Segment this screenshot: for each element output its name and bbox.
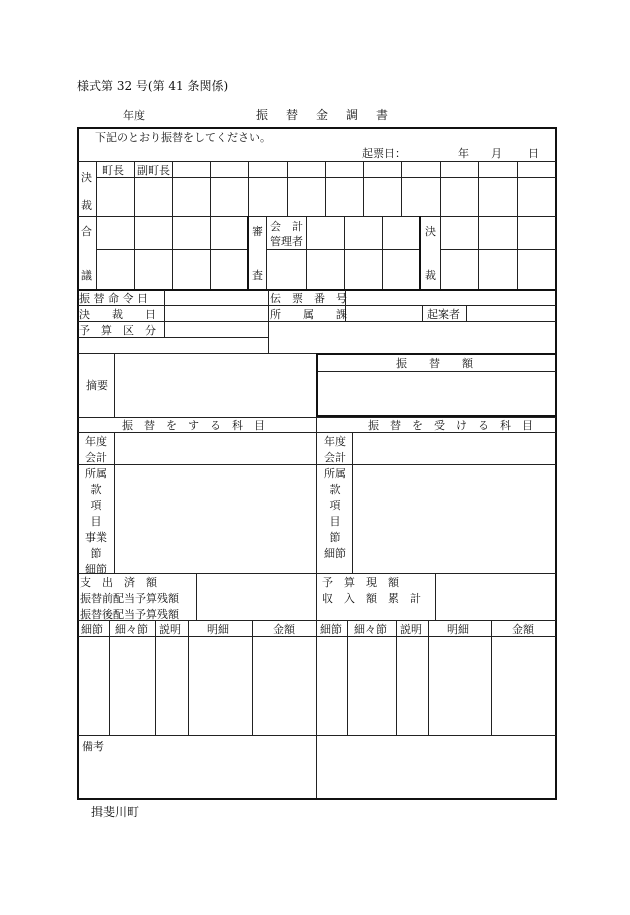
- kessai2-label-top: 決: [425, 225, 436, 238]
- date-day: 日: [528, 147, 539, 160]
- form-number: 様式第 32 号(第 41 条関係): [77, 79, 229, 93]
- shinsa-label-top: 審: [252, 225, 263, 238]
- drafter-label: 起案者: [427, 308, 460, 321]
- to-dept-kan: 款: [329, 483, 341, 496]
- gougi-label-top: 合: [81, 225, 92, 238]
- budget-line-2: 収 入 額 累 計: [322, 592, 421, 605]
- to-col-saisetsu: 細節: [320, 623, 342, 636]
- from-col-meisai: 明細: [207, 623, 229, 636]
- kessai-label-bottom: 裁: [81, 199, 92, 212]
- shinsa-label-bottom: 査: [252, 269, 263, 282]
- voucher-number-label: 伝 票 番 号: [270, 292, 347, 305]
- from-dept-moku: 目: [90, 515, 102, 528]
- transfer-order-date-label: 振 替 命 令 日: [79, 292, 148, 305]
- to-col-meisai: 明細: [447, 623, 469, 636]
- fiscal-year-label: 年度: [123, 109, 145, 122]
- from-dept-saisetsu: 細節: [85, 563, 107, 576]
- to-dept-moku: 目: [329, 515, 341, 528]
- form-title: 振 替 金 調 書: [256, 108, 392, 122]
- vice-mayor-label: 副町長: [137, 164, 170, 177]
- transfer-amount-label: 振 替 額: [396, 357, 473, 370]
- expenditure-line-3: 振替後配当予算残額: [80, 608, 179, 621]
- from-dept-jigyou: 事業: [85, 531, 107, 544]
- budget-category-label: 予 算 区 分: [79, 324, 156, 337]
- to-dept-kou: 項: [329, 499, 341, 512]
- kessai2-label-bottom: 裁: [425, 269, 436, 282]
- kessai-label-top: 決: [81, 171, 92, 184]
- to-dept-setsu: 節: [329, 531, 341, 544]
- from-year-label: 年度: [85, 435, 107, 448]
- from-col-kingaku: 金額: [273, 623, 295, 636]
- accounting-manager-line1: 会 計: [270, 220, 303, 233]
- mayor-label: 町長: [102, 164, 124, 177]
- from-side-heading: 振 替 を す る 科 目: [122, 419, 265, 432]
- to-year-label: 年度: [324, 435, 346, 448]
- draft-date-label: 起票日：: [362, 147, 406, 160]
- date-month: 月: [491, 147, 502, 160]
- expenditure-line-2: 振替前配当予算残額: [80, 592, 179, 605]
- from-dept-kou: 項: [90, 499, 102, 512]
- from-dept-shozoku: 所属: [85, 467, 107, 480]
- date-year: 年: [458, 147, 469, 160]
- expenditure-line-1: 支 出 済 額: [80, 576, 157, 589]
- to-dept-saisetsu: 細節: [324, 547, 346, 560]
- gougi-label-bottom: 議: [81, 269, 92, 282]
- remarks-label: 備考: [82, 740, 104, 753]
- to-dept-shozoku: 所属: [324, 467, 346, 480]
- from-accounting-label: 会計: [85, 451, 107, 464]
- to-accounting-label: 会計: [324, 451, 346, 464]
- to-col-setsumei: 説明: [400, 623, 422, 636]
- request-text: 下記のとおり振替をしてください。: [95, 131, 271, 144]
- to-col-kingaku: 金額: [512, 623, 534, 636]
- from-dept-kan: 款: [90, 483, 102, 496]
- from-col-saisaisetsu: 細々節: [115, 623, 148, 636]
- from-col-setsumei: 説明: [159, 623, 181, 636]
- summary-label: 摘要: [86, 379, 108, 392]
- accounting-manager-line2: 管理者: [270, 235, 303, 248]
- to-col-saisaisetsu: 細々節: [354, 623, 387, 636]
- from-dept-setsu: 節: [90, 547, 102, 560]
- budget-line-1: 予 算 現 額: [322, 576, 399, 589]
- department-label: 所 属 課: [270, 308, 347, 321]
- from-col-saisetsu: 細節: [81, 623, 103, 636]
- to-side-heading: 振 替 を 受 け る 科 目: [368, 419, 533, 432]
- town-name: 揖斐川町: [91, 805, 140, 819]
- approval-date-label: 決 裁 日: [79, 308, 156, 321]
